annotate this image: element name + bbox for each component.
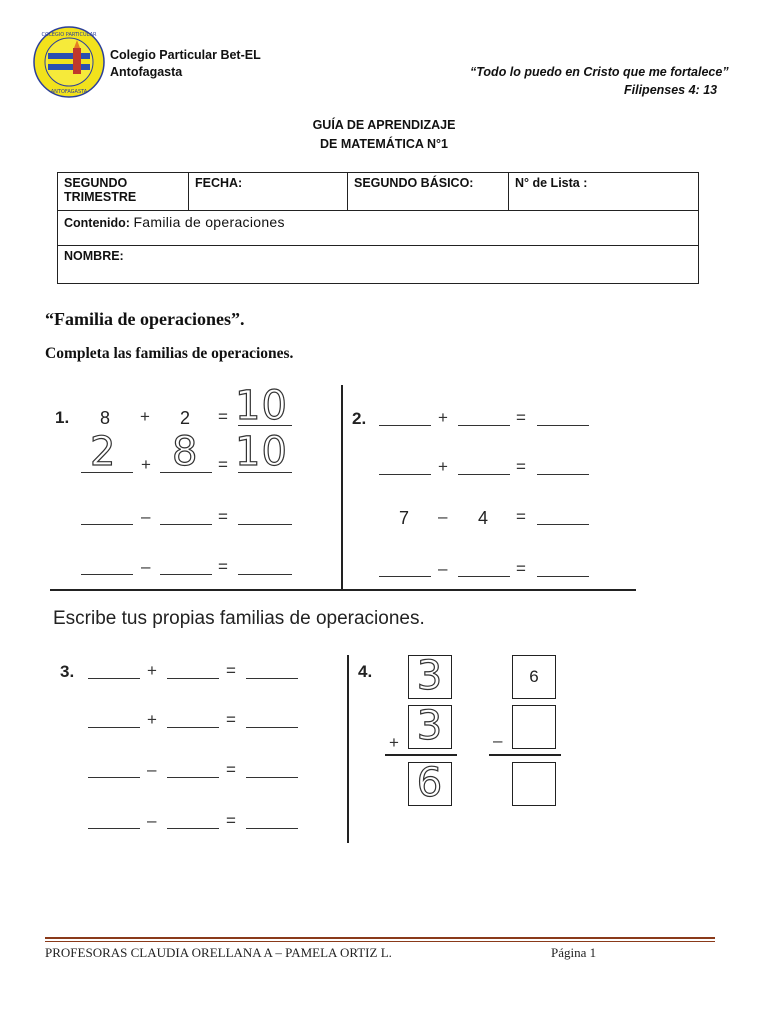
exercise1-plus: +: [140, 407, 150, 426]
exercise2-row2-b-blank[interactable]: [458, 474, 510, 475]
exercise2-row3-minus: –: [438, 507, 448, 526]
exercise1-row2-a-traced: 2: [90, 429, 117, 475]
grade-cell[interactable]: [348, 173, 509, 211]
exercise4-minuend-box: [512, 655, 556, 699]
exercise3-row3-sum-blank[interactable]: [246, 777, 298, 778]
exercise3-row4-minus: –: [147, 811, 157, 830]
exercise3-row4-sum-blank[interactable]: [246, 828, 298, 829]
exercise3-row1-a-blank[interactable]: [88, 678, 140, 679]
date-label: FECHA:: [195, 176, 243, 190]
exercise3-row1-plus: +: [147, 661, 157, 680]
exercise1-addend-b: 2: [180, 408, 191, 428]
exercise2-row3-result-blank[interactable]: [537, 524, 589, 525]
exercise1-row2-equals: =: [218, 455, 228, 474]
exercise1-row2-plus: +: [141, 455, 151, 474]
name-cell[interactable]: [58, 246, 699, 284]
school-city: Antofagasta: [110, 65, 183, 79]
exercise1-addend-a: 8: [100, 408, 111, 428]
content-cell: [58, 211, 699, 246]
exercise3-row3-a-blank[interactable]: [88, 777, 140, 778]
exercise2-row2-plus: +: [438, 457, 448, 476]
exercise3-row2-b-blank[interactable]: [167, 727, 219, 728]
exercise1-number: 1.: [55, 408, 70, 427]
exercise4-addend-a-traced: 3: [416, 653, 444, 699]
school-name: Colegio Particular Bet-EL: [110, 48, 261, 62]
exercise2-row1-equals: =: [516, 408, 526, 427]
exercise4-sum-traced: 6: [416, 760, 444, 806]
trimester-cell: [58, 173, 189, 211]
exercise2-number: 2.: [352, 409, 367, 428]
trimester-label-1: SEGUNDO: [64, 176, 128, 190]
grade-label: SEGUNDO BÁSICO:: [354, 176, 474, 190]
exercise1-row4-minus: –: [141, 557, 151, 576]
exercise3-row4-b-blank[interactable]: [167, 828, 219, 829]
section-title: “Familia de operaciones”.: [45, 309, 245, 329]
exercise1-row2-sum-traced: 10: [235, 429, 288, 475]
exercise1-row3-sum-blank[interactable]: [238, 524, 292, 525]
exercise2-minuend: 7: [399, 508, 410, 528]
footer-rule-thin: [45, 941, 715, 942]
exercise2-row4-equals: =: [516, 559, 526, 578]
exercise1-row2-sum-blank[interactable]: [238, 472, 292, 473]
exercise1-row3-equals: =: [218, 507, 228, 526]
bible-quote-reference: Filipenses 4: 13: [624, 83, 718, 97]
exercise2-subtrahend: 4: [478, 508, 489, 528]
exercise2-row4-b-blank[interactable]: [458, 576, 510, 577]
exercise1-sum-blank[interactable]: [238, 425, 292, 426]
list-number-cell[interactable]: [509, 173, 699, 211]
exercise3-row1-sum-blank[interactable]: [246, 678, 298, 679]
exercise1-row3-a-blank[interactable]: [81, 524, 133, 525]
name-label: NOMBRE:: [64, 249, 124, 263]
exercise1-row2-b-traced: 8: [172, 429, 199, 475]
exercise3-row2-sum-blank[interactable]: [246, 727, 298, 728]
exercise3-row1-b-blank[interactable]: [167, 678, 219, 679]
exercise1-equals: =: [218, 407, 228, 426]
guide-title-line2: DE MATEMÁTICA N°1: [320, 137, 448, 151]
svg-text:COLEGIO PARTICULAR: COLEGIO PARTICULAR: [41, 32, 97, 38]
exercise1-row4-b-blank[interactable]: [160, 574, 212, 575]
exercise4-minuend-value: 6: [529, 667, 539, 686]
exercise3-row3-equals: =: [226, 760, 236, 779]
exercise-divider-vertical-top: [341, 385, 343, 591]
exercise4-minus: –: [493, 731, 503, 750]
svg-text:ANTOFAGASTA: ANTOFAGASTA: [50, 89, 88, 95]
student-info-table: [57, 172, 699, 284]
exercise1-row4-sum-blank[interactable]: [238, 574, 292, 575]
exercise1-row2-a-blank[interactable]: [81, 472, 133, 473]
exercise2-row2-sum-blank[interactable]: [537, 474, 589, 475]
exercise3-row3-b-blank[interactable]: [167, 777, 219, 778]
exercise3-number: 3.: [60, 662, 75, 681]
footer-page-number: Página 1: [551, 945, 597, 960]
date-cell[interactable]: [189, 173, 348, 211]
exercise-divider-horizontal: [50, 589, 636, 591]
exercise4-subtrahend-box[interactable]: [512, 705, 556, 749]
exercise3-row2-a-blank[interactable]: [88, 727, 140, 728]
exercise-divider-vertical-bottom: [347, 655, 349, 843]
exercise4-number: 4.: [358, 662, 373, 681]
exercise4-subtraction-line: [489, 754, 561, 756]
exercise3-row3-minus: –: [147, 760, 157, 779]
exercise4-addition-line: [385, 754, 457, 756]
exercise4-addend-b-box: [408, 705, 452, 749]
trimester-label-2: TRIMESTRE: [64, 190, 137, 204]
exercise1-sum-traced: 10: [235, 383, 288, 429]
exercise2-row4-a-blank[interactable]: [379, 576, 431, 577]
exercise1-row3-b-blank[interactable]: [160, 524, 212, 525]
content-label: Contenido:: [64, 216, 130, 230]
exercise1-row3-minus: –: [141, 507, 151, 526]
exercise3-row1-equals: =: [226, 661, 236, 680]
exercise4-difference-box[interactable]: [512, 762, 556, 806]
exercise2-row2-a-blank[interactable]: [379, 474, 431, 475]
exercise2-row4-sum-blank[interactable]: [537, 576, 589, 577]
exercise2-row1-plus: +: [438, 408, 448, 427]
exercise4-plus: +: [389, 733, 399, 752]
exercise1-row4-equals: =: [218, 557, 228, 576]
exercise1-row4-a-blank[interactable]: [81, 574, 133, 575]
list-number-label: N° de Lista :: [515, 176, 588, 190]
exercise2-row1-b-blank[interactable]: [458, 425, 510, 426]
exercise2-row1-a-blank[interactable]: [379, 425, 431, 426]
footer-rule-thick: [45, 937, 715, 939]
section-instruction-own-families: Escribe tus propias familias de operaciones.: [53, 608, 425, 629]
exercise3-row2-plus: +: [147, 710, 157, 729]
guide-title-line1: GUÍA DE APRENDIZAJE: [312, 118, 456, 132]
footer-teachers: PROFESORAS CLAUDIA ORELLANA A – PAMELA ORTIZ L.: [45, 945, 392, 960]
exercise3-row4-a-blank[interactable]: [88, 828, 140, 829]
exercise4-sum-box: [408, 762, 452, 806]
content-value: Familia de operaciones: [133, 214, 285, 230]
exercise4-addend-b-traced: 3: [416, 703, 444, 749]
bible-quote: “Todo lo puedo en Cristo que me fortalece”: [470, 65, 729, 79]
exercise1-row2-b-blank[interactable]: [160, 472, 212, 473]
exercise2-row2-equals: =: [516, 457, 526, 476]
exercise2-row1-sum-blank[interactable]: [537, 425, 589, 426]
exercise2-row3-equals: =: [516, 507, 526, 526]
exercise4-addend-a-box: [408, 655, 452, 699]
school-logo-seal: [33, 26, 105, 98]
exercise2-row4-minus: –: [438, 559, 448, 578]
exercise3-row4-equals: =: [226, 811, 236, 830]
section-instruction: Completa las familias de operaciones.: [45, 345, 294, 362]
exercise3-row2-equals: =: [226, 710, 236, 729]
